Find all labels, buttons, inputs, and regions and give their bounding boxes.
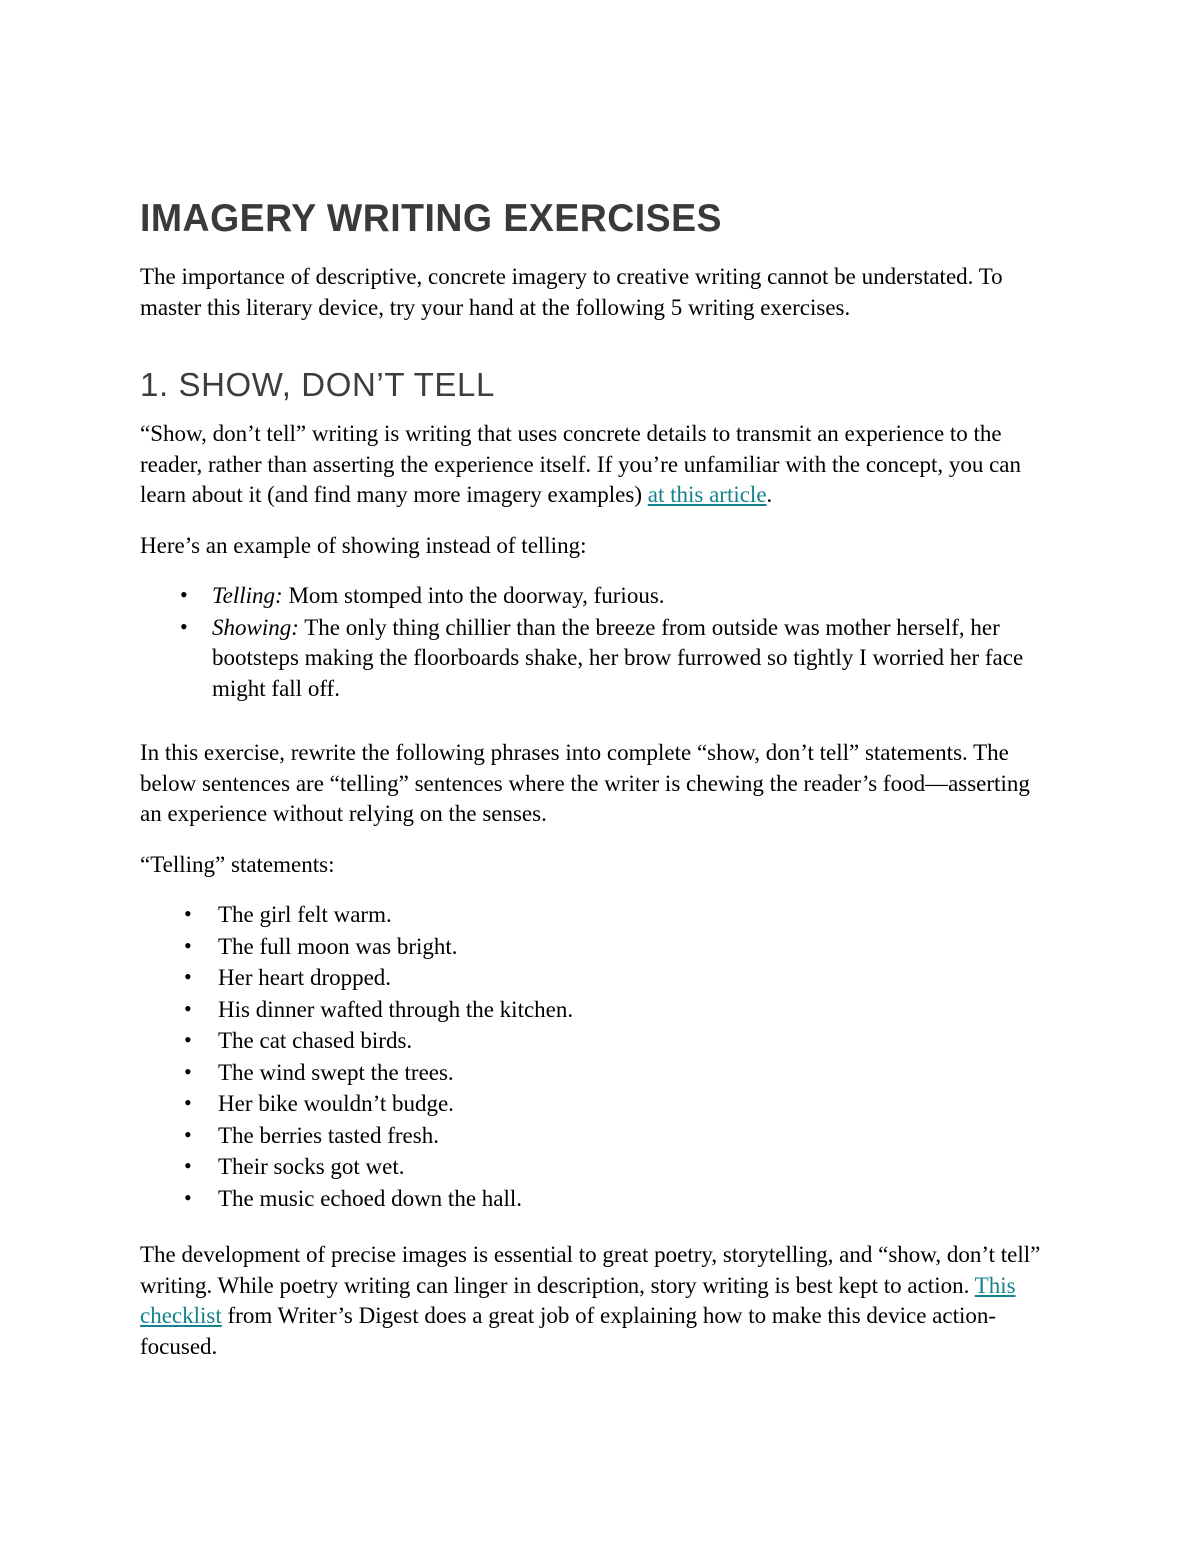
list-item: • The berries tasted fresh. — [140, 1121, 1045, 1152]
paragraph-1-text-after-link: . — [766, 482, 773, 507]
list-item: • Their socks got wet. — [140, 1152, 1045, 1183]
list-item: • The music echoed down the hall. — [140, 1184, 1045, 1215]
page-title: IMAGERY WRITING EXERCISES — [140, 197, 722, 240]
list-item — [140, 613, 1045, 705]
spacer — [140, 724, 1045, 738]
list-item: • Her bike wouldn’t budge. — [140, 1089, 1045, 1120]
list-item — [140, 581, 1045, 612]
telling-statements-list — [140, 900, 1045, 1214]
list-item: • The wind swept the trees. — [140, 1058, 1045, 1089]
section-paragraph-5 — [140, 1240, 1045, 1362]
paragraph-1-text-before-link: “Show, don’t tell” writing is writing that uses concrete details to transmit an experience to the reader, rather than asserting the experience itself. If you’re unfamiliar with the concept, you can learn about it (and find many more imagery examples) — [140, 421, 1021, 507]
list-item: • The girl felt warm. — [140, 900, 1045, 931]
paragraph-5-text-before-link: The development of precise images is essential to great poetry, storytelling, and “show, don’t tell” writing. While poetry writing can linger in description, story writing is best kept to action. — [140, 1242, 1041, 1298]
example-label-telling: Telling: — [212, 583, 283, 608]
example-label-showing: Showing: — [212, 614, 299, 640]
section-paragraph-3: In this exercise, rewrite the following phrases into complete “show, don’t tell” statements. The below sentences are “telling” sentences where the writer is chewing the reader’s food—asserting an experience without relying on the senses. — [140, 740, 1030, 826]
example-list — [140, 581, 1045, 704]
paragraph-5-text-after-link: from Writer’s Digest does a great job of explaining how to make this device action-focused. — [140, 1303, 997, 1359]
section-paragraph-2: Here’s an example of showing instead of telling: — [140, 532, 587, 558]
intro-paragraph: The importance of descriptive, concrete imagery to creative writing cannot be understated. To master this literary device, try your hand at the following 5 writing exercises. — [140, 264, 1003, 320]
section-paragraph-1 — [140, 419, 1045, 511]
list-item: • The full moon was bright. — [140, 932, 1045, 963]
list-item: • The cat chased birds. — [140, 1026, 1045, 1057]
section-paragraph-4: “Telling” statements: — [140, 851, 335, 877]
list-item: • His dinner wafted through the kitchen. — [140, 995, 1045, 1026]
link-this-checklist[interactable]: This checklist — [140, 1272, 1016, 1328]
example-text-showing: The only thing chillier than the breeze from outside was mother herself, her bootsteps making the floorboards shake, her brow furrowed so tightly I worried her face might fall off. — [212, 614, 1024, 701]
section-heading-show-dont-tell: 1. SHOW, DON’T TELL — [140, 366, 495, 403]
example-text-telling: Mom stomped into the doorway, furious. — [282, 583, 665, 608]
list-item: • Her heart dropped. — [140, 963, 1045, 994]
link-at-this-article[interactable]: at this article — [647, 482, 767, 507]
